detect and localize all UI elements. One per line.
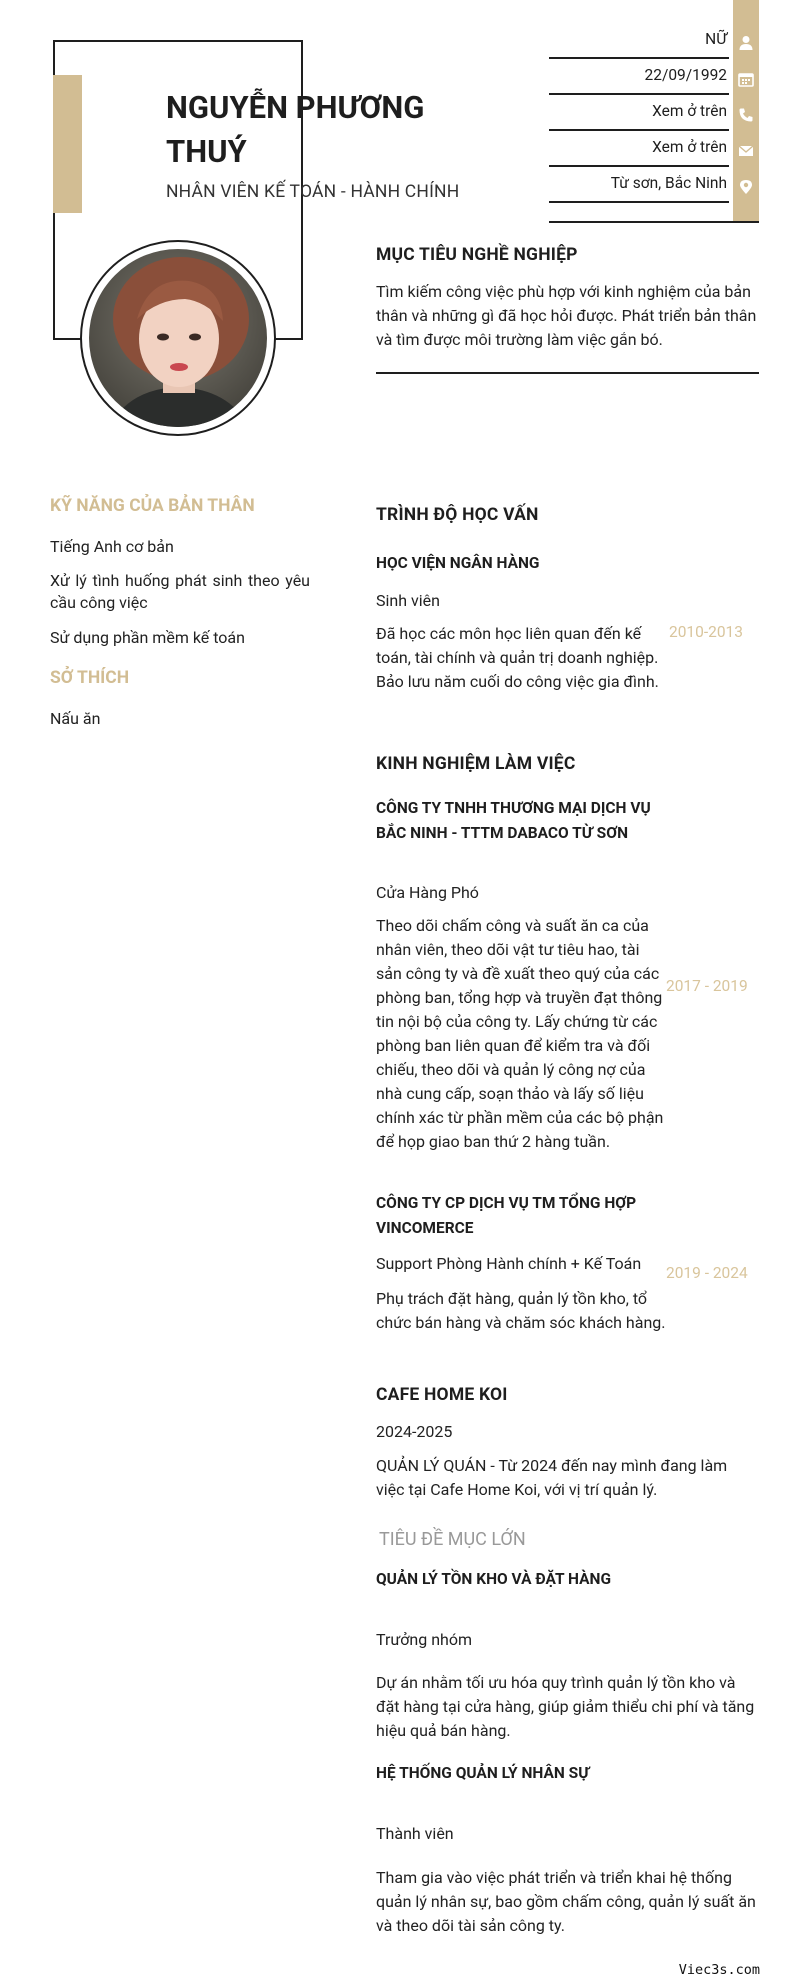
hobby-item: Nấu ăn (50, 709, 101, 728)
email-icon (733, 138, 759, 164)
education-school: HỌC VIỆN NGÂN HÀNG (376, 554, 540, 572)
project-desc: Tham gia vào việc phát triển và triển khai hệ thống quản lý nhân sự, bao gồm chấm công, quản lý suất ăn và theo dõi tài sản công ty. (376, 1868, 756, 1935)
job-years: 2017 - 2019 (666, 977, 748, 995)
contact-phone: Xem ở trên (549, 96, 729, 131)
accent-block (53, 75, 82, 213)
phone-icon (733, 102, 759, 128)
project-desc: Dự án nhằm tối ưu hóa quy trình quản lý tồn kho và đặt hàng tại cửa hàng, giúp giảm thiểu chi phí và tăng hiệu quả bán hàng. (376, 1673, 755, 1740)
skill-item: Tiếng Anh cơ bản (50, 537, 174, 556)
user-icon (733, 30, 759, 56)
contact-email: Xem ở trên (549, 132, 729, 167)
job-desc: Phụ trách đặt hàng, quản lý tồn kho, tổ chức bán hàng và chăm sóc khách hàng. (376, 1289, 666, 1332)
job-position: Cửa Hàng Phó (376, 883, 479, 902)
education-level: Sinh viên (376, 591, 440, 610)
project-role: Trưởng nhóm (376, 1630, 473, 1649)
objective-divider (376, 372, 759, 374)
contact-birthday: 22/09/1992 (549, 60, 729, 95)
calendar-icon (733, 66, 759, 92)
site-watermark: Viec3s.com (678, 1962, 760, 1978)
avatar (89, 249, 267, 427)
project-name: QUẢN LÝ TỒN KHO VÀ ĐẶT HÀNG (376, 1570, 612, 1588)
contact-divider (549, 221, 759, 223)
contact-gender: NỮ (549, 24, 729, 59)
cafe-title: CAFE HOME KOI (376, 1385, 508, 1405)
contact-address: Từ sơn, Bắc Ninh (549, 168, 729, 203)
candidate-name: NGUYỄN PHƯƠNG THUÝ (166, 89, 425, 170)
project-name: HỆ THỐNG QUẢN LÝ NHÂN SỰ (376, 1764, 590, 1782)
location-icon (733, 174, 759, 200)
job-company: CÔNG TY TNHH THƯƠNG MẠI DỊCH VỤ BẮC NINH - TTTM DABACO TỪ SƠN (376, 799, 651, 842)
candidate-role: NHÂN VIÊN KẾ TOÁN - HÀNH CHÍNH (166, 182, 460, 202)
education-title: TRÌNH ĐỘ HỌC VẤN (376, 505, 539, 525)
hobbies-title: SỞ THÍCH (50, 668, 130, 688)
objective-text: Tìm kiếm công việc phù hợp với kinh nghiệm của bản thân và những gì đã học hỏi được. Phát triển bản thân và tìm được môi trường làm việc gắn bó. (376, 282, 757, 349)
education-years: 2010-2013 (669, 623, 743, 641)
job-company: CÔNG TY CP DỊCH VỤ TM TỔNG HỢP VINCOMERCE (376, 1194, 637, 1237)
job-years: 2019 - 2024 (666, 1264, 748, 1282)
experience-title: KINH NGHIỆM LÀM VIỆC (376, 754, 576, 774)
objective-title: MỤC TIÊU NGHỀ NGHIỆP (376, 245, 578, 265)
cafe-desc: QUẢN LÝ QUÁN - Từ 2024 đến nay mình đang làm việc tại Cafe Home Koi, với vị trí quản lý. (376, 1456, 728, 1499)
skills-title: KỸ NĂNG CỦA BẢN THÂN (50, 496, 255, 516)
skill-item: Xử lý tình huống phát sinh theo yêu cầu công việc (50, 571, 310, 612)
cafe-years: 2024-2025 (376, 1422, 453, 1441)
job-position: Support Phòng Hành chính + Kế Toán (376, 1254, 642, 1273)
job-desc: Theo dõi chấm công và suất ăn ca của nhân viên, theo dõi vật tư tiêu hao, tài sản công ty và đề xuất theo quý của các phòng ban, tổng hợp và truyền đạt thông tin nội bộ của công ty. Lấy chứng từ các phòng ban liên quan để kiểm tra và đối chiếu, theo dõi và quản lý công nợ của nhà cung cấp, soạn thảo và lấy số liệu chính xác từ phần mềm của các bộ phận để họp giao ban thứ 2 hàng tuần. (376, 916, 664, 1151)
skill-item: Sử dụng phần mềm kế toán (50, 628, 245, 647)
education-desc: Đã học các môn học liên quan đến kế toán, tài chính và quản trị doanh nghiệp. Bảo lưu năm cuối do công việc gia đình. (376, 624, 659, 691)
project-role: Thành viên (376, 1824, 454, 1843)
projects-title: TIÊU ĐỀ MỤC LỚN (379, 1529, 526, 1550)
